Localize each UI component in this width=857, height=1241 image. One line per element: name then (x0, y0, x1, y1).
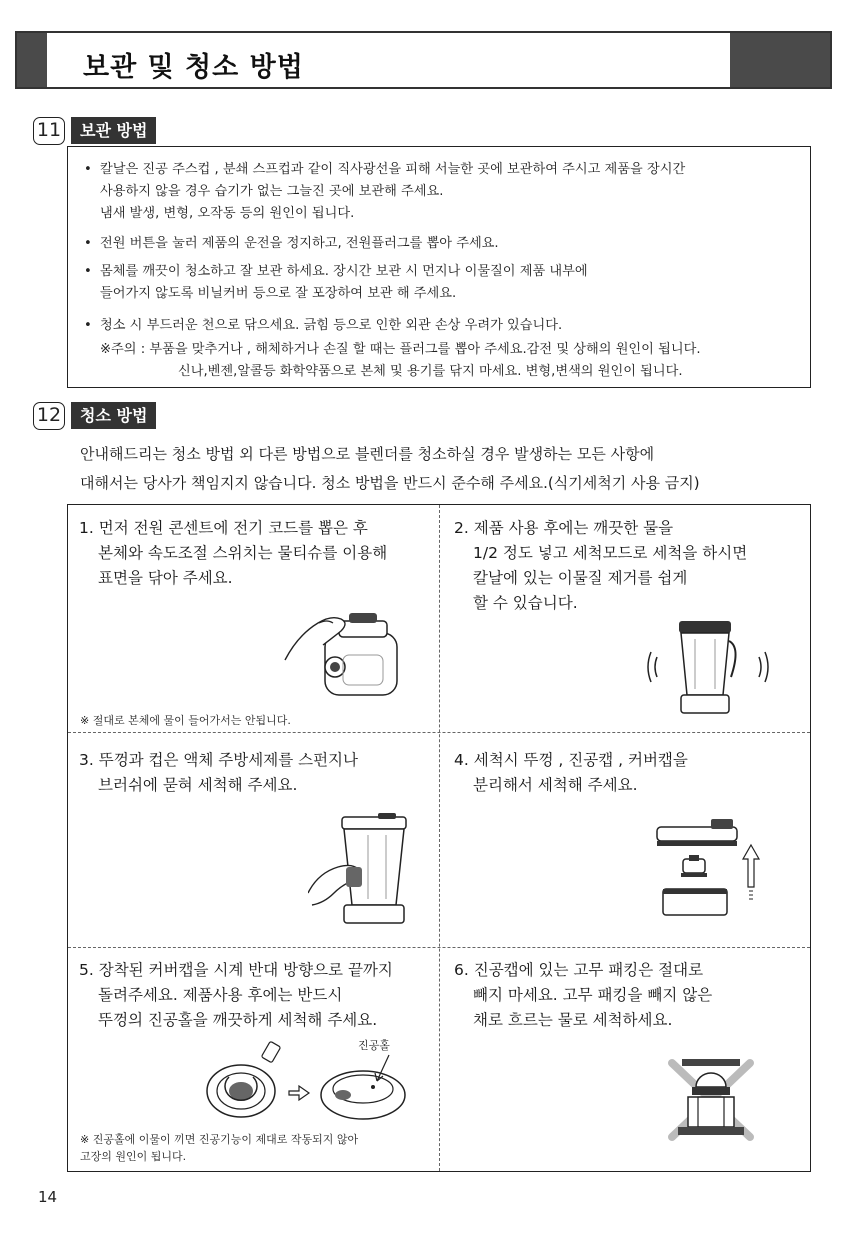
cleaning-intro-line-1: 안내해드리는 청소 방법 외 다른 방법으로 블렌더를 청소하실 경우 발생하는 모든 사항에 (80, 445, 655, 463)
header-left-accent (17, 33, 47, 87)
storage-bullet-1-line-1: 칼날은 진공 주스컵 , 분쇄 스프컵과 같이 직사광선을 피해 서늘한 곳에 보관하여 주시고 제품을 장시간 (100, 162, 686, 177)
storage-bullet-1-line-2: 사용하지 않을 경우 습기가 없는 그늘진 곳에 보관해 주세요. (100, 184, 444, 199)
storage-bullet-2-line-1: 전원 버튼을 눌러 제품의 운전을 정지하고, 전원플러그를 뽑아 주세요. (100, 236, 499, 251)
storage-caution-1: ※주의 : 부품을 맞추거나 , 해체하거나 손질 할 때는 플러그를 뽑아 주세요.감전 및 상해의 원인이 됩니다. (100, 342, 701, 357)
step-1-text: 1. 먼저 전원 콘센트에 전기 코드를 뽑은 후 본체와 속도조절 스위치는 물티슈를 이용해 표면을 닦아 주세요. (79, 519, 388, 587)
step-2-text: 2. 제품 사용 후에는 깨끗한 물을 1/2 정도 넣고 세척모드로 세척을 하시면 칼날에 있는 이물질 제거를 쉽게 할 수 있습니다. (454, 519, 748, 612)
storage-instructions-box: • 칼날은 진공 주스컵 , 분쇄 스프컵과 같이 직사광선을 피해 서늘한 곳에 보관하여 주시고 제품을 장시간 사용하지 않을 경우 습기가 없는 그늘진 곳에 보관해 주세요. 냄새 발생, 변형, 오작동 등의 원인이 됩니다. • 전원 버튼을 눌러 제품의 운전을 정지하고, 전원플러그를 뽑아 주세요. • 몸체를 깨끗이 청소하고 잘 보관 하세요. 장시간 보관 시 먼지나 이물질이 제품 내부에 들어가지 않도록 비닐커버 등으로 잘 포장하여 보관 해 주세요. • 청소 시 부드러운 천으로 닦으세요. 긁힘 등으로 인한 외관 손상 우려가 있습니다. ※주의 : 부품을 맞추거나 , 해체하거나 손질 할 때는 플러그를 뽑아 주세요.감전 및 상해의 원인이 됩니다. 신나,벤젠,알콜등 화학약품으로 본체 및 용기를 닦지 마세요. 변형,변색의 원인이 됩니다. (67, 146, 811, 388)
storage-bullet-4-line-1: 청소 시 부드러운 천으로 닦으세요. 긁힘 등으로 인한 외관 손상 우려가 있습니다. (100, 318, 563, 333)
storage-caution-2: 신나,벤젠,알콜등 화학약품으로 본체 및 용기를 닦지 마세요. 변형,변색의 원인이 됩니다. (178, 364, 683, 379)
lid-parts-separate-illustration (653, 817, 773, 922)
page-header-bar (15, 31, 832, 89)
section-label-cleaning: 청소 방법 (71, 402, 156, 429)
section-number-cleaning: 12 (33, 402, 65, 430)
cover-cap-rotate-illustration (203, 1033, 413, 1133)
step-3-text: 3. 뚜껑과 컵은 액체 주방세제를 스펀지나 브러쉬에 묻혀 세척해 주세요. (79, 751, 358, 794)
header-right-accent (730, 33, 830, 87)
blender-base-wipe-illustration (283, 605, 413, 700)
page-number: 14 (38, 1188, 58, 1206)
grid-divider-row-1 (68, 732, 810, 733)
section-number-storage: 11 (33, 117, 65, 145)
step-1-note: ※ 절대로 본체에 물이 들어가서는 안됩니다. (80, 714, 291, 727)
rubber-packing-do-not-remove-illustration (666, 1057, 756, 1142)
cleaning-intro (80, 440, 700, 498)
blender-cup-shake-illustration (643, 617, 773, 722)
page-title: 보관 및 청소 방법 (83, 52, 304, 83)
grid-divider-row-2 (68, 947, 810, 948)
section-label-storage: 보관 방법 (71, 117, 156, 144)
storage-bullet-1-line-3: 냄새 발생, 변형, 오작동 등의 원인이 됩니다. (100, 206, 355, 221)
step-5-text: 5. 장착된 커버캡을 시계 반대 방향으로 끝까지 돌려주세요. 제품사용 후에는 반드시 뚜껑의 진공홀을 깨끗하게 세척해 주세요. (79, 961, 393, 1029)
cleaning-steps-grid (67, 504, 811, 1172)
step-6-text: 6. 진공캡에 있는 고무 패킹은 절대로 빼지 마세요. 고무 패킹을 빼지 않은 채로 흐르는 물로 세척하세요. (454, 961, 713, 1029)
grid-divider-vertical (439, 505, 440, 1171)
step-4-text: 4. 세척시 뚜껑 , 진공캡 , 커버캡을 분리해서 세척해 주세요. (454, 751, 688, 794)
vacuum-hole-callout: 진공홀 (358, 1039, 390, 1052)
cleaning-intro-line-2: 대해서는 당사가 책임지지 않습니다. 청소 방법을 반드시 준수해 주세요.(식기세척기 사용 금지) (80, 474, 700, 492)
storage-bullet-3-line-1: 몸체를 깨끗이 청소하고 잘 보관 하세요. 장시간 보관 시 먼지나 이물질이 제품 내부에 (100, 264, 588, 279)
storage-bullet-3-line-2: 들어가지 않도록 비닐커버 등으로 잘 포장하여 보관 해 주세요. (100, 286, 457, 301)
step-5-note: ※ 진공홀에 이물이 끼면 진공기능이 제대로 작동되지 않아 고장의 원인이 됩니다. (80, 1133, 359, 1163)
cup-sponge-wash-illustration (308, 813, 418, 928)
